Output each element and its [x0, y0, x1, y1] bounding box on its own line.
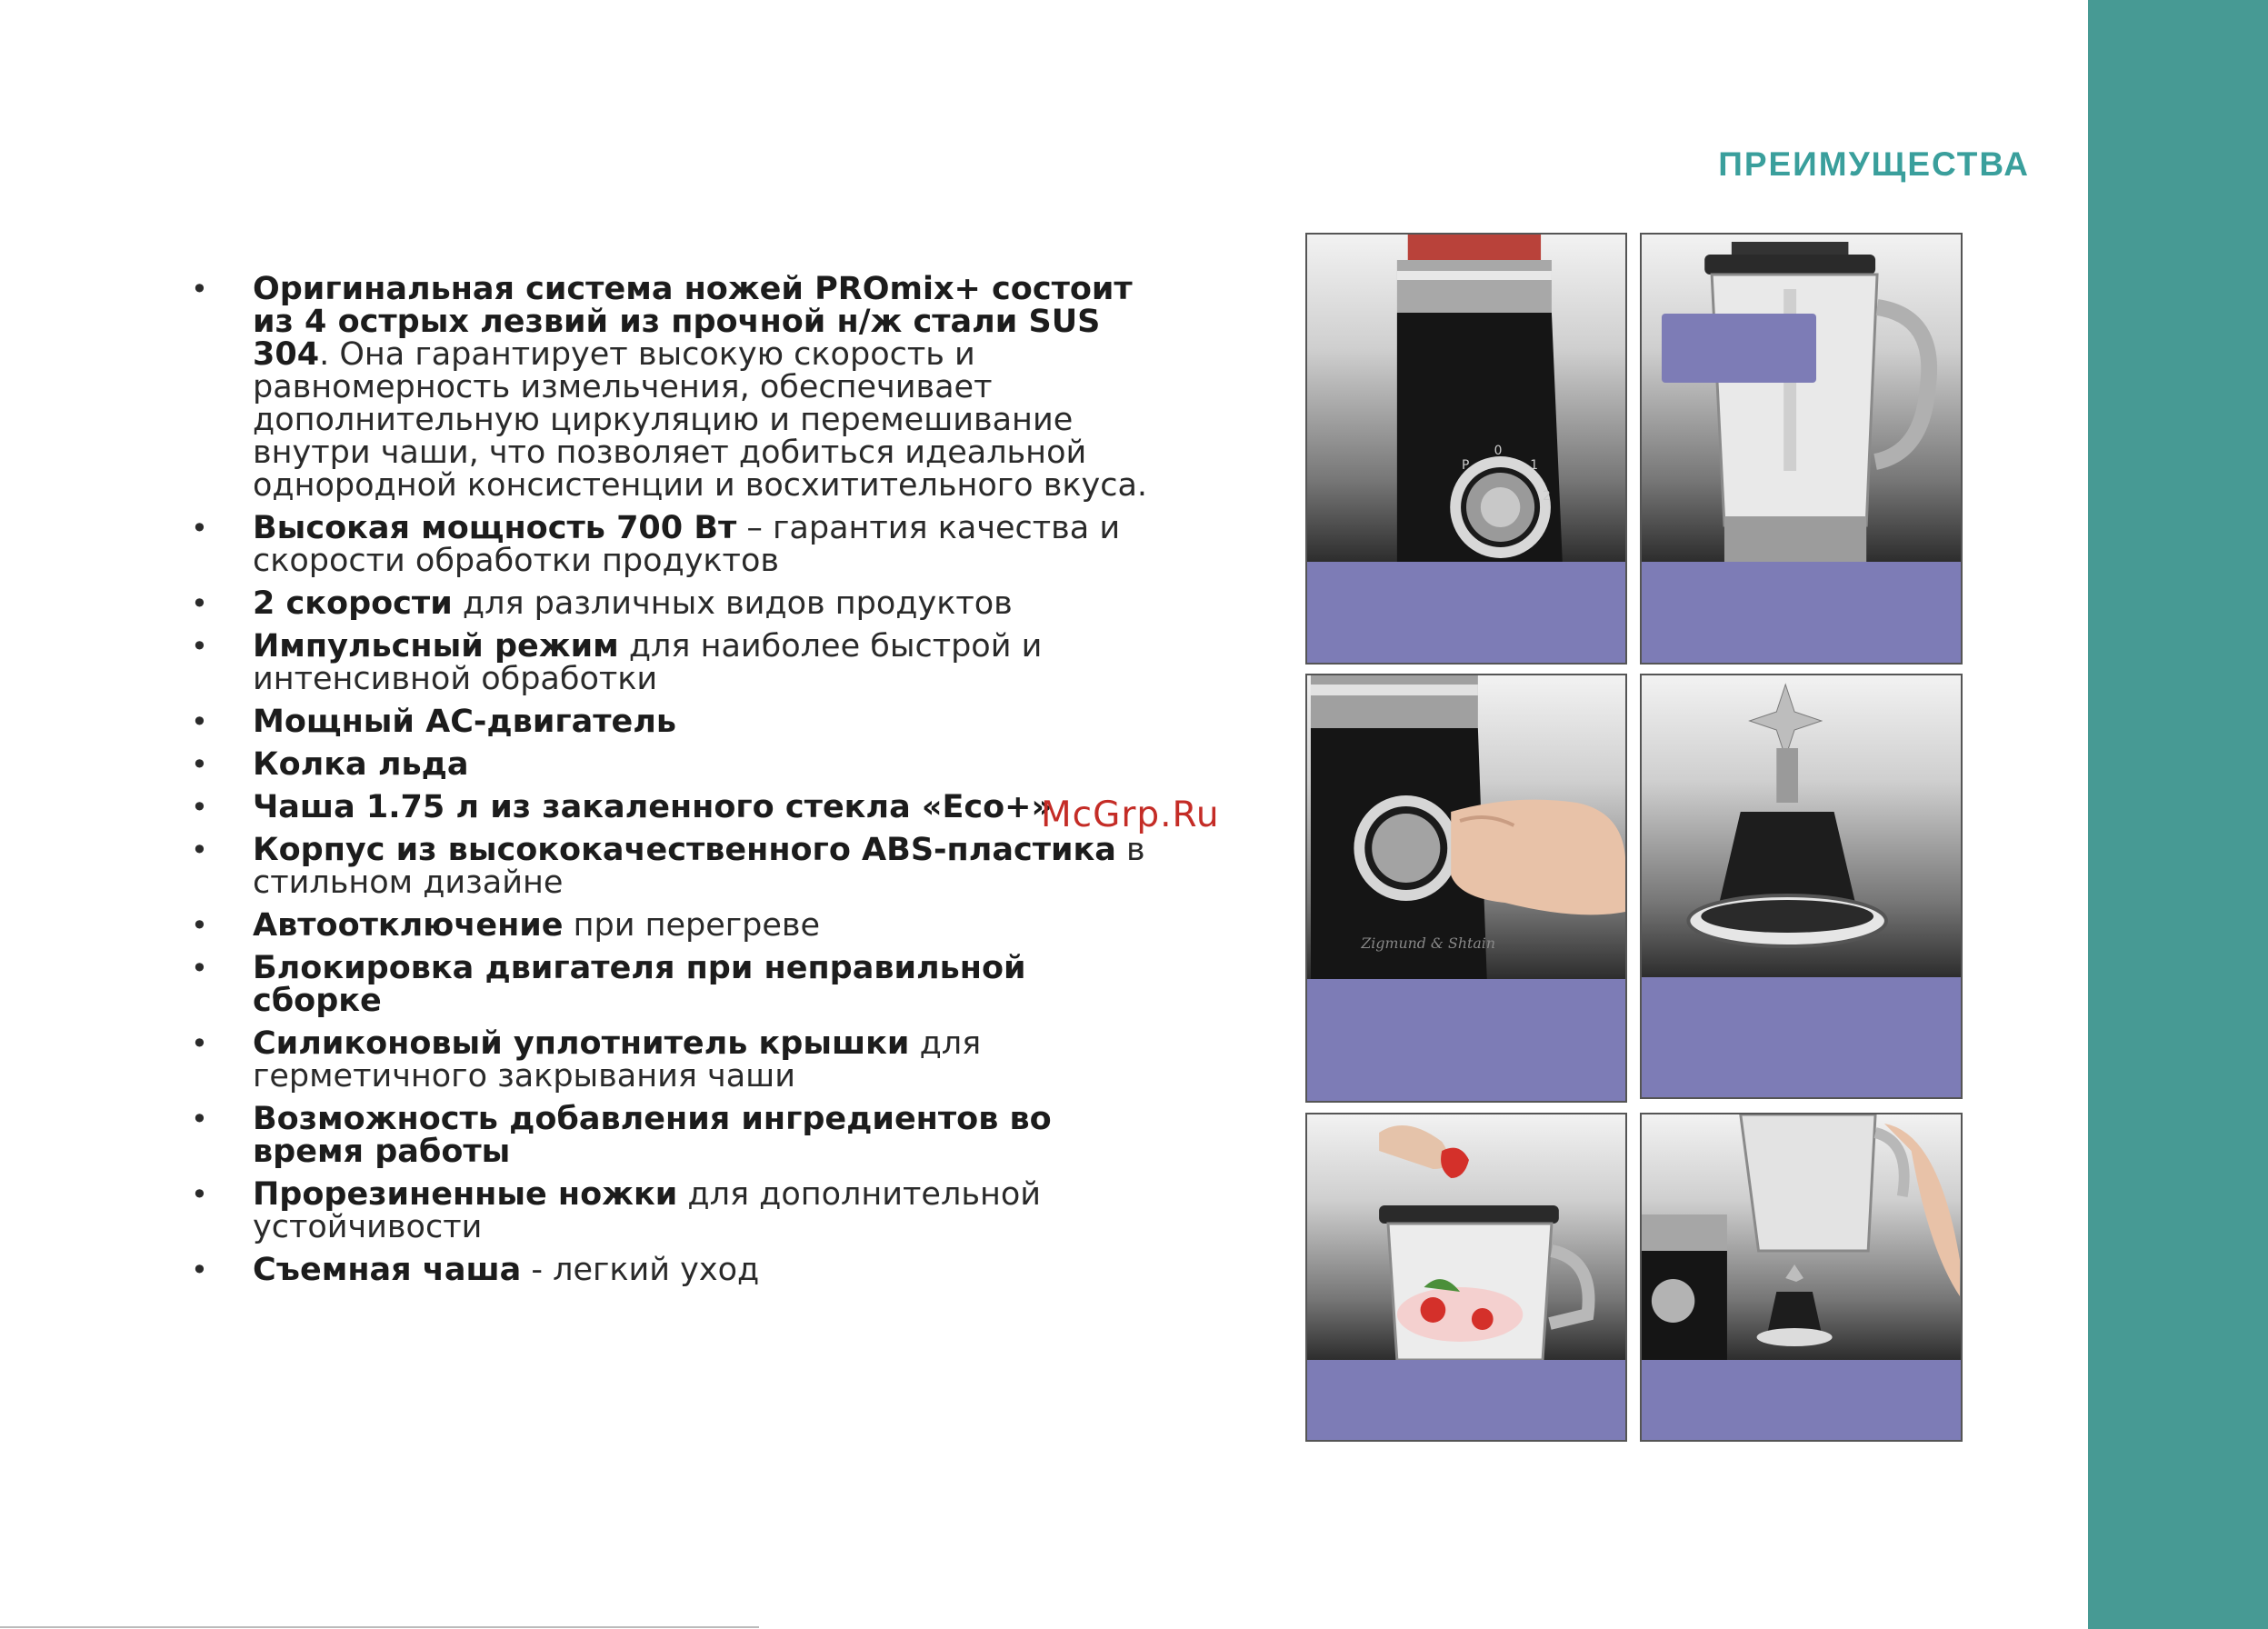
photo-glass-jar: [1642, 235, 1961, 562]
photo-blade: [1642, 675, 1961, 977]
feature-item: • Силиконовый уплотнитель крышки для герметичного закрывания чаши: [191, 1025, 982, 1094]
bullet-icon: •: [191, 951, 208, 985]
feature-item: • Чаша 1.75 л из закаленного стекла «Eco+»: [191, 789, 1053, 825]
bullet-icon: •: [191, 272, 208, 306]
feature-item: • Съемная чаша - легкий уход: [191, 1252, 760, 1288]
features-list: [191, 273, 1154, 1296]
knob-label-2: 2: [1543, 488, 1551, 505]
feature-item: • Возможность добавления ингредиентов во время работы: [191, 1101, 1052, 1170]
feature-item: • Импульсный режим для наиболее быстрой и интенсивной обработки: [191, 628, 1043, 697]
section-title: ПРЕИМУЩЕСТВА: [1718, 145, 2030, 183]
feature-item: • Корпус из высококачественного ABS-пластика в стильном дизайне: [191, 832, 1145, 901]
photo-hand-knob: [1307, 675, 1625, 979]
footer-line: [0, 1626, 759, 1628]
image-tile-hand-knob: [1305, 674, 1627, 1103]
feature-item: • Прорезиненные ножки для дополнительной устойчивости: [191, 1176, 1041, 1245]
image-tile-glass-jar: [1640, 233, 1963, 665]
photo-motor-base: [1307, 235, 1625, 562]
bullet-icon: •: [191, 747, 208, 782]
bullet-icon: •: [191, 705, 208, 739]
feature-item: • Оригинальная система ножей PROmix+ состоит из 4 острых лезвий из прочной н/ж стали SUS 304. Она гарантирует высокую скорость и равномерность измельчения, обеспечивает дополнительную циркуляцию и перемешивание внутри чаши, что позволяет добиться идеальной однородной консистенции и восхитительного вкуса.: [191, 271, 1148, 504]
bullet-icon: •: [191, 629, 208, 664]
image-tile-removable-jar: [1640, 1113, 1963, 1442]
feature-item: • Высокая мощность 700 Вт – гарантия качества и скорости обработки продуктов: [191, 510, 1121, 579]
overlay-caption-box: [1662, 314, 1816, 383]
knob-label-0: 0: [1494, 443, 1503, 459]
feature-item: • Автоотключение при перегреве: [191, 907, 821, 944]
bullet-icon: •: [191, 1026, 208, 1061]
image-tile-adding-ingredients: [1305, 1113, 1627, 1442]
bullet-icon: •: [191, 1102, 208, 1136]
watermark: McGrp.Ru: [1041, 795, 1220, 835]
bullet-icon: •: [191, 1177, 208, 1212]
bullet-icon: •: [191, 1253, 208, 1287]
bullet-icon: •: [191, 790, 208, 824]
knob-label-1: 1: [1530, 457, 1539, 474]
feature-item: • Блокировка двигателя при неправильной сборке: [191, 950, 1026, 1019]
bullet-icon: •: [191, 586, 208, 621]
photo-removable-jar: [1642, 1114, 1961, 1360]
knob-label-p: P: [1462, 457, 1470, 474]
brand-text: Zigmund & Shtain: [1361, 934, 1496, 953]
image-tile-blade: [1640, 674, 1963, 1099]
photo-adding-ingredients: [1307, 1114, 1625, 1360]
bullet-icon: •: [191, 511, 208, 545]
image-tile-motor-base: [1305, 233, 1627, 665]
feature-item: • 2 скорости для различных видов продуктов: [191, 585, 1013, 622]
bullet-icon: •: [191, 908, 208, 943]
bullet-icon: •: [191, 833, 208, 867]
side-accent-bar: [2088, 0, 2268, 1629]
feature-item: • Колка льда: [191, 746, 469, 783]
feature-item: • Мощный АС-двигатель: [191, 704, 677, 740]
